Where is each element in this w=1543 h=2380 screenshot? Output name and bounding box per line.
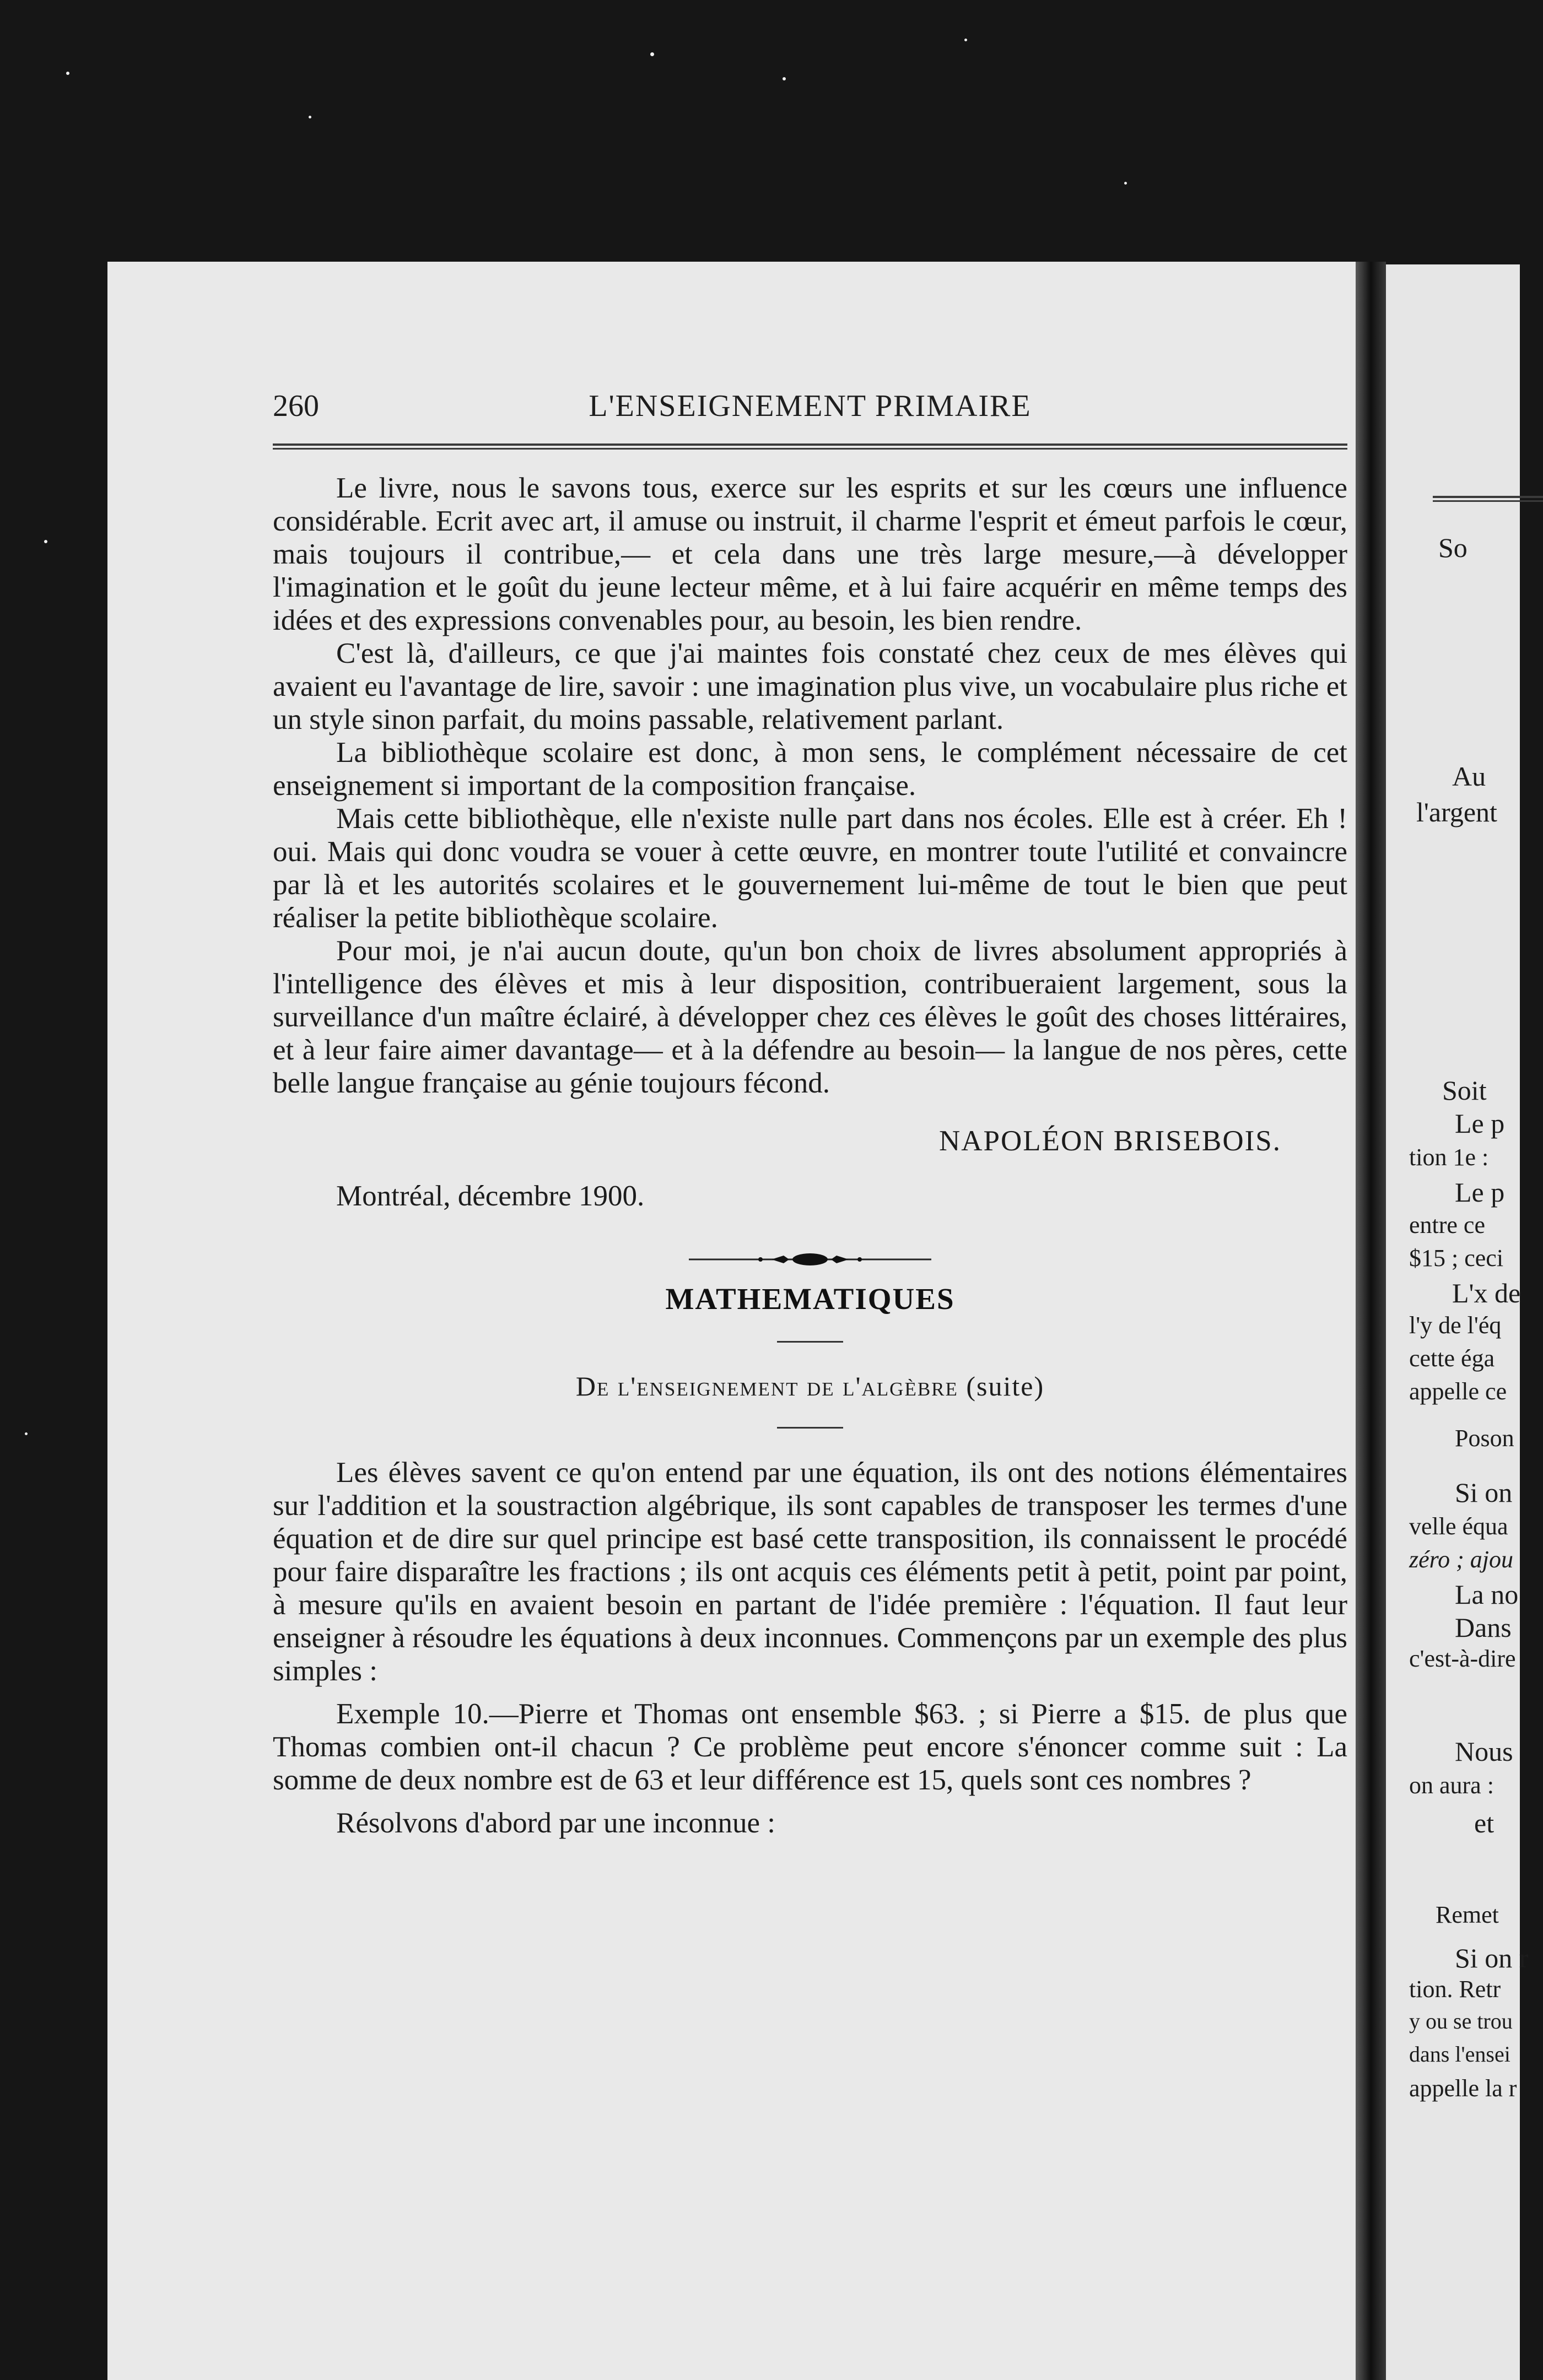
author-signature: NAPOLÉON BRISEBOIS. bbox=[938, 1125, 1281, 1157]
left-page bbox=[107, 262, 1356, 2380]
right-fragment: l'y de l'éq bbox=[1409, 1312, 1502, 1339]
ornament-divider bbox=[689, 1251, 931, 1268]
page-content bbox=[273, 388, 1347, 1840]
right-fragment: velle équa bbox=[1409, 1513, 1508, 1540]
right-header-rule bbox=[1433, 496, 1543, 502]
right-fragment: Nous bbox=[1455, 1736, 1513, 1767]
right-fragment: Poson bbox=[1455, 1425, 1514, 1452]
page-header bbox=[273, 388, 1347, 443]
right-fragment: dans l'ensei bbox=[1409, 2042, 1510, 2067]
paragraph: Mais cette bibliothèque, elle n'existe nulle part dans nos écoles. Elle est à créer. Eh ! oui. Mais qui donc voudra se vouer à cette œuvre, en montrer toute l'utilité et convaincre par là et les autorités scolaires et le gouvernement lui-même de tout le bien que peut réaliser la petite bibliothèque scolaire. bbox=[273, 803, 1347, 934]
page-number: 260 bbox=[273, 389, 319, 423]
dust-speck bbox=[650, 52, 654, 56]
right-fragment: Si on r bbox=[1455, 1943, 1529, 1973]
right-fragment: Au bbox=[1452, 761, 1486, 792]
right-fragment: y ou se trou bbox=[1409, 2009, 1513, 2033]
subtitle-text: De l'enseignement de l'algèbre bbox=[575, 1371, 958, 1402]
subtitle-suite: (suite) bbox=[966, 1371, 1045, 1402]
paragraph: Pour moi, je n'ai aucun doute, qu'un bon choix de livres absolument appropriés à l'intelligence des élèves et mis à leur disposition, contribueraient largement, sous la surveillance d'un maître éclairé, à développer chez ces élèves le goût des choses littéraires, et à leur faire aimer davantage— et à la défendre au besoin— la langue de nos pères, cette belle langue française au génie toujours fécond. bbox=[273, 935, 1347, 1099]
example-paragraph: Exemple 10.—Pierre et Thomas ont ensemble $63. ; si Pierre a $15. de plus que Thomas combien ont-il chacun ? Ce problème peut encore s'énoncer comme suit : La somme de deux nombre est de 63 et leur différence est 15, quels sont ces nombres ? bbox=[273, 1698, 1347, 1796]
right-fragment: Le p bbox=[1455, 1177, 1505, 1208]
right-fragment: appelle la r bbox=[1409, 2075, 1517, 2102]
dust-speck bbox=[964, 39, 967, 41]
section-title: MATHEMATIQUES bbox=[665, 1282, 955, 1316]
short-rule bbox=[777, 1427, 843, 1429]
dust-speck bbox=[25, 1432, 28, 1435]
right-fragment: tion 1e : bbox=[1409, 1144, 1489, 1171]
running-title: L'ENSEIGNEMENT PRIMAIRE bbox=[589, 389, 1032, 423]
right-fragment: c'est-à-dire bbox=[1409, 1645, 1516, 1672]
paragraph: Les élèves savent ce qu'on entend par une équation, ils ont des notions élémentaires sur l'addition et la soustraction algébrique, ils sont capables de transposer les termes d'une équation et de dire sur quel principe est basé cette transposition, ils connaissent le procédé pour faire disparaître les fractions ; ils ont acquis ces éléments petit à petit, point par point, à mesure qu'ils en avaient besoin en partant de l'idée première : l'équation. Il faut leur enseigner à résoudre les équations à deux inconnues. Commençons par un exemple des plus simples : bbox=[273, 1457, 1347, 1687]
short-rule bbox=[777, 1341, 843, 1343]
paragraph: Le livre, nous le savons tous, exerce sur les esprits et sur les cœurs une influence considérable. Ecrit avec art, il amuse ou instruit, il charme l'esprit et émeut parfois le cœur, mais toujours il contribue,— et cela dans une très large mesure,—à développer l'imagination et le goût du jeune lecteur même, et à lui faire acquérir en même temps des idées et des expressions convenables pour, au besoin, les bien rendre. bbox=[273, 472, 1347, 636]
right-fragment: Remet bbox=[1436, 1901, 1499, 1928]
paragraph: Résolvons d'abord par une inconnue : bbox=[336, 1807, 776, 1839]
section-subtitle bbox=[273, 1370, 1347, 1402]
right-fragment: Soit bbox=[1442, 1075, 1487, 1106]
right-fragment: zéro ; ajou bbox=[1409, 1546, 1514, 1573]
book-gutter bbox=[1356, 262, 1386, 2380]
right-fragment: Dans bbox=[1455, 1612, 1512, 1643]
right-fragment: Le p bbox=[1455, 1108, 1505, 1139]
right-fragment: appelle ce bbox=[1409, 1378, 1507, 1405]
dust-speck bbox=[66, 72, 69, 75]
paragraph: La bibliothèque scolaire est donc, à mon sens, le complément nécessaire de cet enseignement si important de la composition française. bbox=[273, 737, 1347, 802]
dust-speck bbox=[783, 77, 786, 80]
right-fragment: Si on bbox=[1455, 1477, 1513, 1508]
right-fragment: on aura : bbox=[1409, 1772, 1494, 1799]
dust-speck bbox=[309, 116, 311, 118]
right-fragment: entre ce bbox=[1409, 1211, 1485, 1238]
right-fragment: $15 ; ceci bbox=[1409, 1245, 1504, 1272]
paragraph: C'est là, d'ailleurs, ce que j'ai maintes fois constaté chez ceux de mes élèves qui avaient eu l'avantage de lire, savoir : une imagination plus vive, un vocabulaire plus riche et un style sinon parfait, du moins passable, relativement parlant. bbox=[273, 637, 1347, 735]
right-fragment: tion. Retr bbox=[1409, 1976, 1501, 2003]
dust-speck bbox=[44, 540, 47, 543]
right-fragment: et bbox=[1474, 1808, 1495, 1838]
header-double-rule bbox=[273, 443, 1347, 450]
dust-speck bbox=[1124, 182, 1127, 185]
right-fragment: L'x de bbox=[1452, 1278, 1521, 1308]
right-fragment: l'argent bbox=[1416, 797, 1497, 827]
right-fragment: La no bbox=[1455, 1579, 1519, 1610]
right-fragment: cette éga bbox=[1409, 1345, 1495, 1372]
right-page bbox=[1386, 264, 1529, 2380]
right-fragment: So bbox=[1438, 532, 1468, 563]
place-date: Montréal, décembre 1900. bbox=[336, 1180, 645, 1212]
